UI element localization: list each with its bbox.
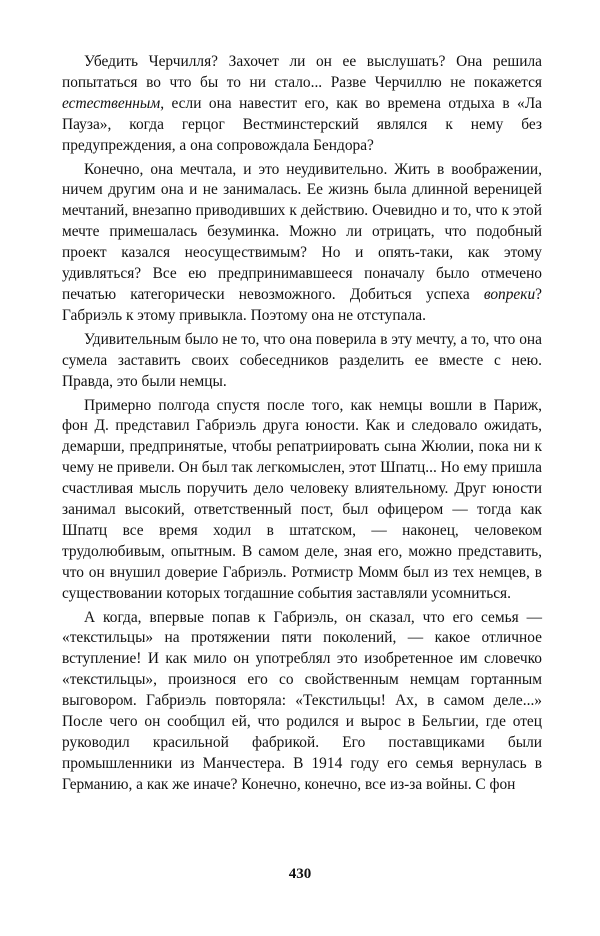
- paragraph: [62, 330, 542, 393]
- italic-text: естественным: [62, 94, 161, 112]
- paragraph-text: Примерно полгода спустя после того, как немцы вошли в Париж, фон Д. представил Габриэль друга юности. Как и следовало ожидать, демарши, предпринятые, чтобы репатриировать сына Жюлии, пока ни к чему не привели. Он был так легкомыслен, этот Шпатц... Но ему пришла счастливая мысль поручить дело человеку влиятельному. Друг юности занимал высокий, ответственный пост, был офицером — тогда как Шпатц все время ходил в штатском, — наконец, человеком трудолюбивым, опытным. В самом деле, зная его, можно представить, что он внушил доверие Габриэль. Ротмистр Момм был из тех немцев, в существовании которых тогдашние события заставляли усомниться.: [62, 396, 542, 602]
- paragraph: [62, 160, 542, 327]
- paragraph-text: Убедить Черчилля? Захочет ли он ее выслушать? Она решила попытаться во что бы то ни стало... Разве Черчиллю не покажется: [62, 53, 542, 91]
- page-number: 430: [288, 866, 312, 882]
- paragraph-text: Конечно, она мечтала, и это неудивительно. Жить в воображении, ничем другим она и не занималась. Ее жизнь была длинной вереницей мечтаний, внезапно приводивших к действию. Очевидно и то, что к этой мечте примешалась безуминка. Можно ли отрицать, что подобный проект казался неосуществимым? Но и опять-таки, как этому удивляться? Все ею предпринимавшееся поначалу было отмечено печатью категорически невозможного. Добиться успеха: [62, 160, 542, 303]
- paragraph-text: Удивительным было не то, что она поверила в эту мечту, а то, что она сумела заставить своих собеседников разделить ее вместе с нею. Правда, это были немцы.: [62, 330, 542, 390]
- paragraph: [62, 52, 542, 157]
- paragraph: [62, 396, 542, 605]
- paragraph-text: ? Габриэль к этому привыкла. Поэтому она не отступала.: [62, 285, 542, 324]
- paragraph-text: А когда, впервые попав к Габриэль, он сказал, что его семья — «текстильцы» на протяжении пяти поколений, — какое отличное вступление! И как мило он употреблял это изобретенное им словечко «текстильцы», произнося его со свойственным немцам гортанным выговором. Габриэль повторяла: «Текстильцы! Ах, в самом деле...» После чего он сообщил ей, что родился и вырос в Бельгии, где отец руководил красильной фабрикой. Его поставщиками были промышленники из Манчестера. В 1914 году его семья вернулась в Германию, а как же иначе? Конечно, конечно, все из-за войны. С фон: [62, 608, 542, 793]
- paragraph-text: , если она навестит его, как во времена отдыха в «Ла Пауза», когда герцог Вестминстерский являлся к нему без предупреждения, а она сопровождала Бендора?: [62, 94, 542, 154]
- italic-text: вопреки: [483, 285, 536, 303]
- book-page-text: [62, 52, 542, 799]
- paragraph: [62, 608, 542, 796]
